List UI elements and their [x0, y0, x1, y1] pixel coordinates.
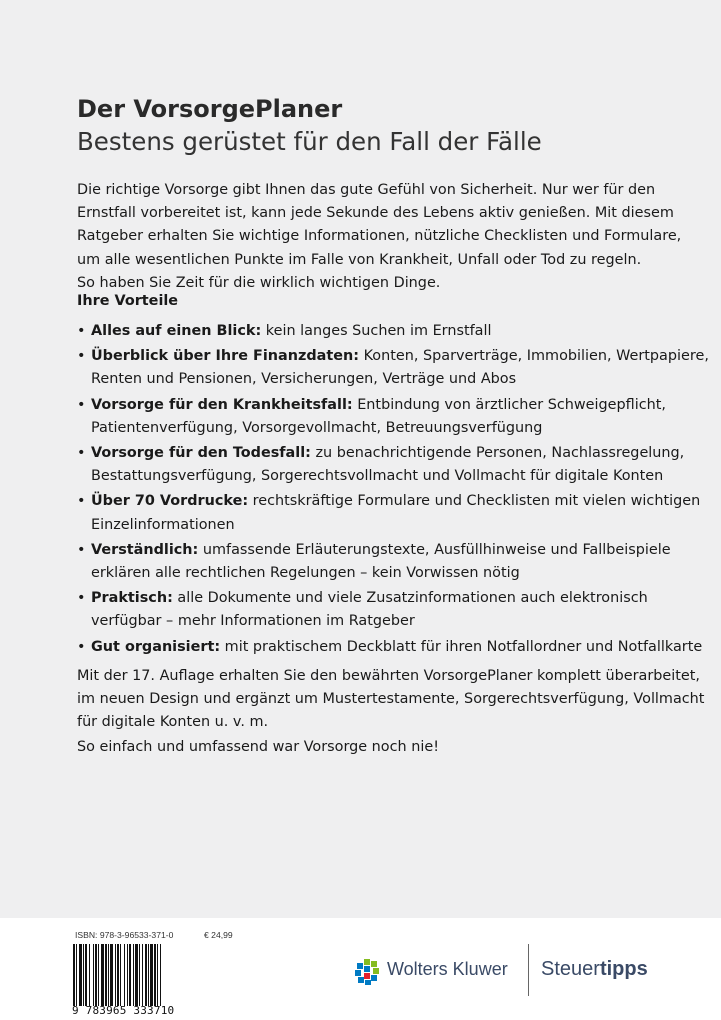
benefit-text-continued: Bestattungsverfügung, Sorgerechtsvollmacht und Vollmacht für digitale Konten: [91, 468, 664, 485]
benefit-title: Überblick über Ihre Finanzdaten:: [91, 348, 359, 365]
benefit-text: rechtskräftige Formulare und Checklisten mit vielen wichtigen: [248, 493, 701, 510]
page-title: Der VorsorgePlaner: [77, 95, 343, 123]
brand-bold: tipps: [599, 958, 648, 980]
benefit-title: Gut organisiert:: [91, 638, 221, 655]
footer-band: [0, 918, 721, 1020]
footer-divider: [528, 944, 529, 996]
intro-line: Die richtige Vorsorge gibt Ihnen das gute Gefühl von Sicherheit. Nur wer für den: [77, 182, 656, 198]
outro-paragraph: [77, 665, 705, 735]
benefit-text: Konten, Sparverträge, Immobilien, Wertpapiere,: [359, 348, 709, 365]
intro-line: So haben Sie Zeit für die wirklich wichtigen Dinge.: [77, 274, 441, 291]
benefit-text: alle Dokumente und viele Zusatzinformationen auch elektronisch: [172, 590, 648, 607]
benefit-title: Praktisch:: [91, 590, 173, 607]
bullet-icon: •: [77, 493, 86, 510]
benefits-heading: Ihre Vorteile: [77, 293, 179, 309]
barcode-digits: 9 783965 333710: [72, 1004, 175, 1017]
benefit-text: umfassende Erläuterungstexte, Ausfüllhinweise und Fallbeispiele: [198, 541, 671, 558]
benefit-text-continued: verfügbar – mehr Informationen im Ratgeber: [91, 613, 415, 630]
outro-line: Mit der 17. Auflage erhalten Sie den bewährten VorsorgePlaner komplett überarbeitet,: [77, 668, 700, 684]
isbn-label: ISBN: 978-3-96533-371-0: [75, 930, 174, 940]
benefit-text: Entbindung von ärztlicher Schweigepflicht,: [352, 396, 666, 413]
benefit-text: mit praktischem Deckblatt für ihren Notfallordner und Notfallkarte: [220, 638, 703, 655]
benefits-list: [77, 320, 709, 661]
benefit-title: Verständlich:: [91, 541, 199, 558]
bullet-icon: •: [77, 323, 86, 339]
intro-line: um alle wesentlichen Punkte im Falle von Krankheit, Unfall oder Tod zu regeln.: [77, 251, 642, 268]
benefit-text-continued: Patientenverfügung, Vorsorgevollmacht, Betreuungsverfügung: [91, 419, 543, 436]
bullet-icon: •: [77, 638, 86, 655]
benefit-title: Über 70 Vordrucke:: [91, 493, 249, 510]
publisher-name: Wolters Kluwer: [387, 959, 508, 979]
closing-line: So einfach und umfassend war Vorsorge noch nie!: [77, 739, 439, 755]
brand-logo: [541, 958, 648, 981]
benefit-text-continued: Renten und Pensionen, Versicherungen, Verträge und Abos: [91, 371, 517, 388]
benefit-text: kein langes Suchen im Ernstfall: [261, 323, 492, 339]
benefit-item: [77, 394, 677, 440]
intro-line: Ratgeber erhalten Sie wichtige Informationen, nützliche Checklisten und Formulare,: [77, 228, 682, 245]
price-label: € 24,99: [204, 930, 233, 940]
benefit-text: zu benachrichtigende Personen, Nachlassregelung,: [310, 445, 685, 462]
benefit-item: [77, 320, 677, 343]
bullet-icon: •: [77, 590, 86, 607]
benefit-title: Vorsorge für den Krankheitsfall:: [91, 396, 353, 413]
bullet-icon: •: [77, 445, 86, 462]
benefit-title: Alles auf einen Blick:: [91, 323, 262, 339]
bullet-icon: •: [77, 348, 86, 365]
wolters-kluwer-logo-icon: [354, 958, 382, 986]
brand-light: Steuer: [541, 958, 600, 980]
page-subtitle: Bestens gerüstet für den Fall der Fälle: [77, 127, 542, 156]
benefit-text-continued: erklären alle rechtlichen Regelungen – kein Vorwissen nötig: [91, 565, 520, 582]
benefit-text-continued: Einzelinformationen: [91, 516, 235, 533]
benefit-item: [77, 587, 677, 633]
benefit-item: [77, 539, 677, 585]
bullet-icon: •: [77, 541, 86, 558]
intro-paragraph: [77, 179, 682, 295]
outro-line: für digitale Konten u. v. m.: [77, 714, 269, 731]
barcode-image: [72, 944, 184, 1006]
intro-line: Ernstfall vorbereitet ist, kann jede Sekunde des Lebens aktiv genießen. Mit diesem: [77, 205, 674, 222]
benefit-item: [77, 442, 685, 488]
benefit-item: [77, 490, 701, 536]
bullet-icon: •: [77, 396, 86, 413]
outro-line: im neuen Design und ergänzt um Mustertestamente, Sorgerechtsverfügung, Vollmacht: [77, 691, 705, 708]
benefit-item: [77, 345, 709, 391]
benefit-item: [77, 636, 703, 659]
benefit-title: Vorsorge für den Todesfall:: [91, 445, 311, 462]
